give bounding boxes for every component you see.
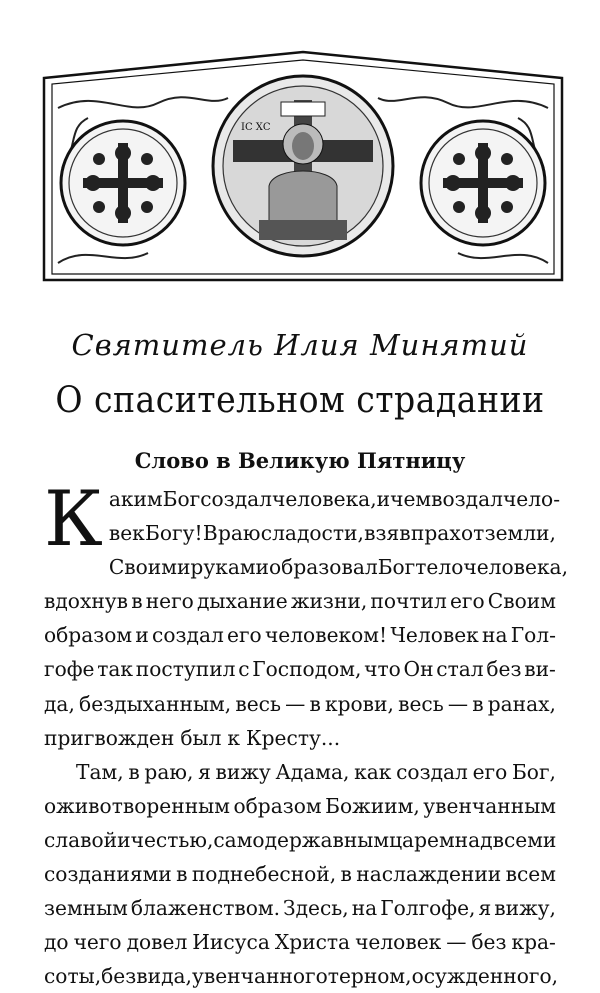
text-line: пригвожден был к Кресту... — [44, 725, 341, 750]
drop-cap: К — [44, 474, 103, 563]
author-name: Святитель Илия Минятий — [71, 328, 529, 362]
left-medallion — [61, 121, 185, 245]
header-ornament — [38, 48, 568, 288]
text-line: земным блаженством. Здесь, на Голгофе, я вижу, — [44, 896, 556, 921]
text-line: до чего довел Иисуса Христа человек — без кра- — [44, 930, 556, 955]
right-medallion — [421, 121, 545, 245]
page-title: О спасительном страдании — [55, 380, 545, 421]
sermon-subtitle: Слово в Великую Пятницу — [134, 448, 466, 473]
text-line: оживотворенным образом Божиим, увенчанным — [44, 793, 556, 818]
text-line: да, бездыханным, весь — в крови, весь — в ранах, — [44, 691, 556, 716]
text-line: век Богу! В раю сладости, взяв прах от земли, — [108, 521, 556, 546]
text-line: гофе так поступил с Господом, что Он стал без ви- — [44, 657, 556, 682]
text-line: образом и создал его человеком! Человек на Гол- — [44, 623, 556, 648]
paragraph-2 — [44, 755, 559, 993]
icon-label: ΙС ХС — [241, 122, 271, 133]
text-line: соты, без вида, увенчанного терном, осужденного, — [44, 964, 559, 989]
paragraph-1 — [44, 474, 569, 755]
icon-medallion — [213, 76, 393, 256]
text-line: Там, в раю, я вижу Адама, как создал его Бог, — [76, 759, 556, 784]
text-line: созданиями в поднебесной, в наслаждении всем — [44, 862, 556, 887]
body-text — [44, 474, 569, 993]
text-line: вдохнув в него дыхание жизни, почтил его Своим — [44, 589, 556, 614]
text-line: Своими руками образовал Бог тело человека, — [108, 555, 569, 580]
text-line: славой и честью, самодержавным царем над всеми — [44, 827, 557, 852]
text-line: аким Бог создал человека, и чем воздал чело- — [108, 487, 561, 511]
